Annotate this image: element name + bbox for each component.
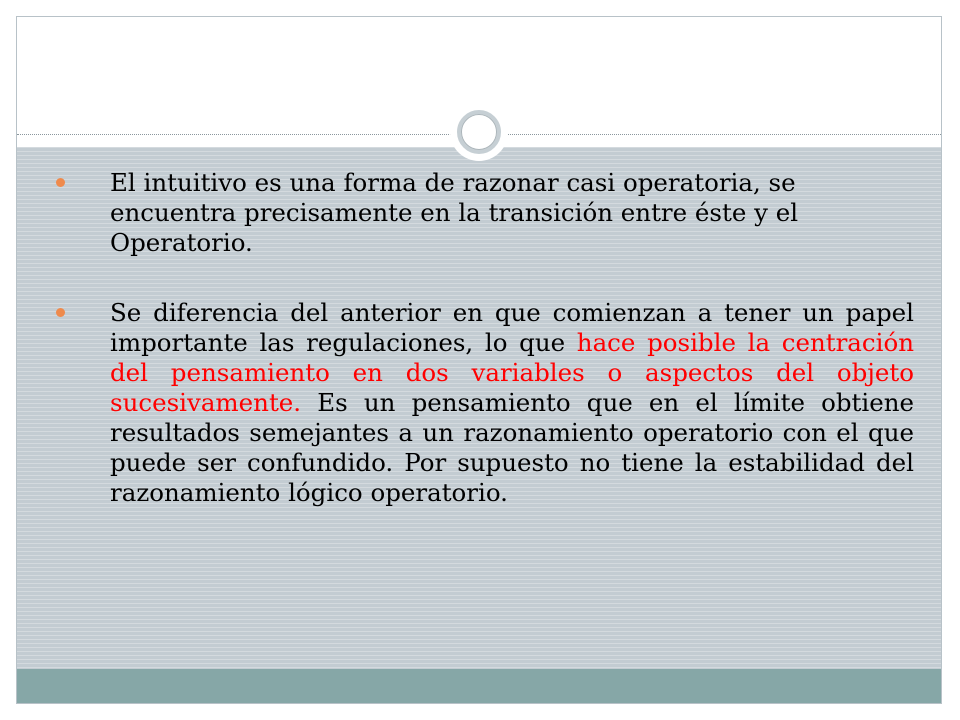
circle-ornament-icon xyxy=(450,103,508,161)
bullet-item xyxy=(54,168,914,258)
footer-band xyxy=(17,669,941,703)
bullet-text-plain: Se diferencia del anterior en que comienzan a tener un papel importante las regulaciones, lo que xyxy=(110,298,914,357)
bullet-text-highlight: hace posible la centración del pensamiento en dos variables o aspectos del objeto sucesivamente. xyxy=(110,328,914,417)
bullet-list xyxy=(54,168,914,508)
bullet-text: El intuitivo es una forma de razonar casi operatoria, se encuentra precisamente en la transición entre éste y el Operatorio. xyxy=(110,168,799,257)
bullet-dot-icon xyxy=(56,308,65,317)
bullet-text-plain: Es un pensamiento que en el límite obtiene resultados semejantes a un razonamiento operatorio con el que puede ser confundido. Por supuesto no tiene la estabilidad del razonamiento lógico operatorio. xyxy=(110,388,914,507)
bullet-text xyxy=(110,298,914,508)
bullet-dot-icon xyxy=(56,178,65,187)
bullet-item xyxy=(54,298,914,508)
circle-inner-ring xyxy=(461,114,497,150)
